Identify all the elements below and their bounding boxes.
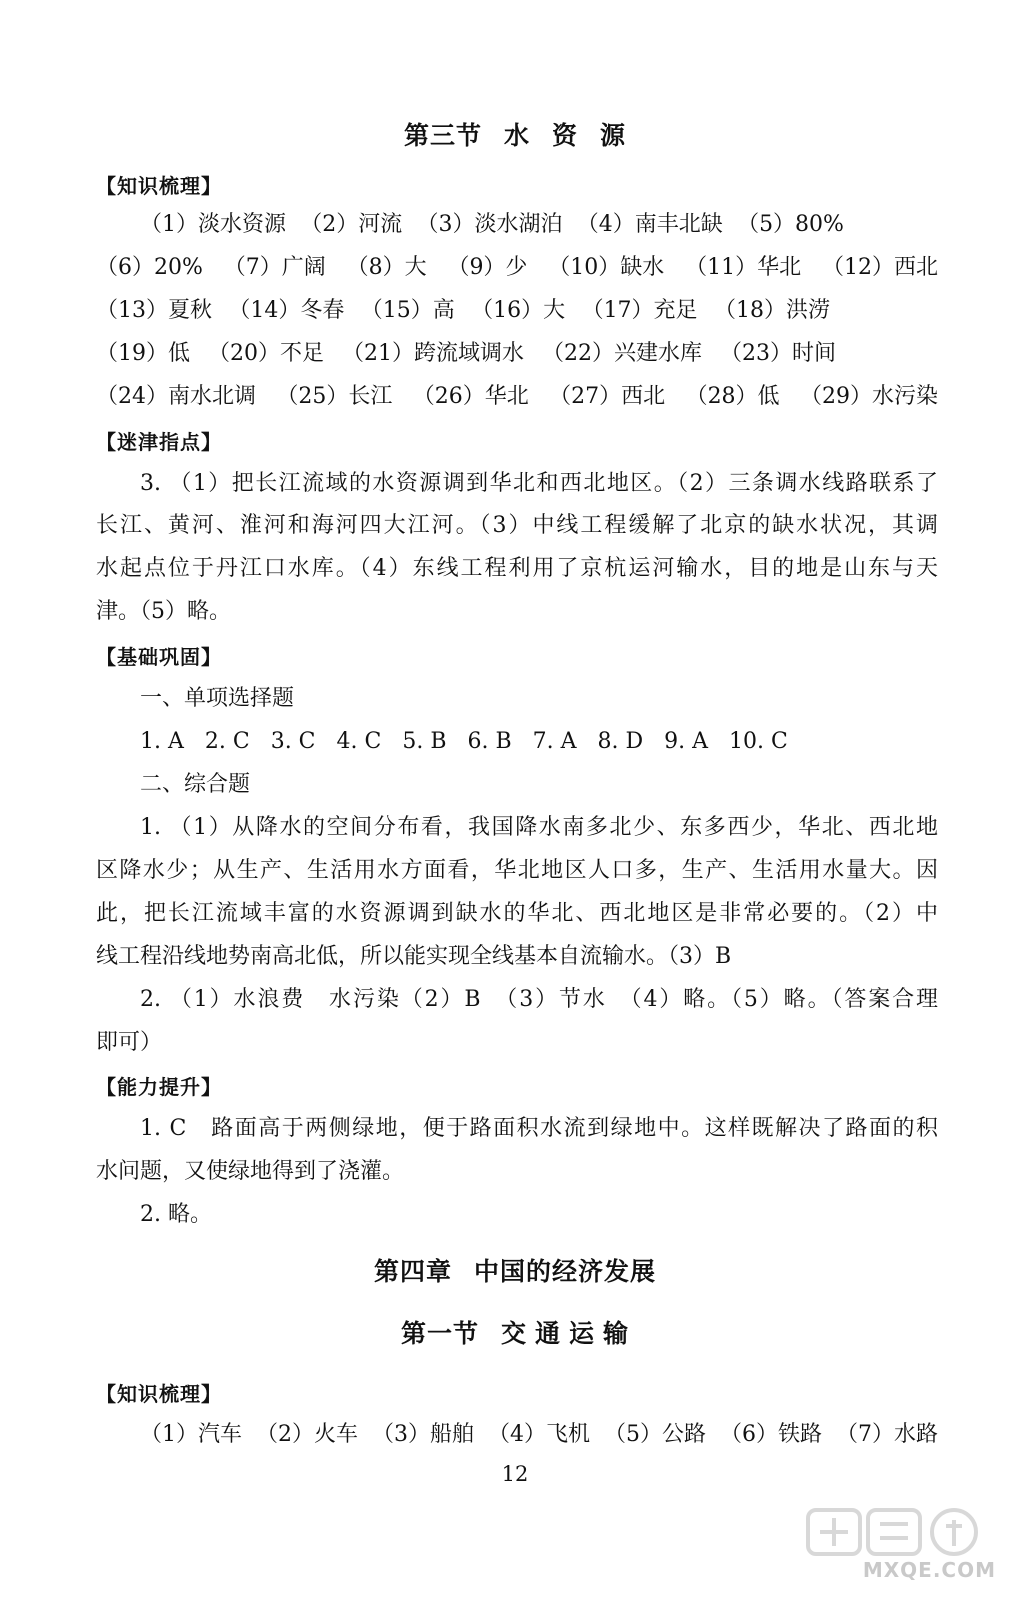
tag-zhishi: 【知识梳理】 (96, 1382, 222, 1406)
answer-line (96, 339, 836, 369)
answer-item: （25）长江 (276, 384, 393, 409)
subheading: 一、单项选择题 (140, 686, 295, 711)
paragraph-line: 1. （1）从降水的空间分布看，我国降水南多北少、东多西少，华北、西北地 (140, 815, 938, 840)
choice-answer: 3. C (270, 729, 316, 754)
paragraph-line: 水起点位于丹江口水库。（4）东线工程利用了京杭运河输水，目的地是山东与天 (96, 556, 938, 581)
choice-answer: 6. B (467, 729, 512, 754)
section-title-part: 源 (600, 121, 627, 150)
answer-item: （20）不足 (208, 341, 324, 366)
choice-answer: 10. C (729, 729, 788, 754)
answer-item: （6）20% (96, 255, 203, 280)
paragraph-line: 长江、黄河、淮河和海河四大江河。（3）中线工程缓解了北京的缺水状况，其调 (96, 513, 938, 538)
subheading: 二、综合题 (140, 772, 251, 797)
section-title-part: 第三节 (403, 121, 482, 150)
section-title-part: 通 (534, 1319, 561, 1348)
answer-item: （14）冬春 (228, 298, 345, 323)
answer-item: （7）广阔 (223, 255, 326, 280)
choice-answer: 4. C (336, 729, 382, 754)
answer-item: （28）低 (685, 384, 780, 409)
section-title-part: 交 (500, 1319, 527, 1348)
section-title-part: 输 (603, 1319, 630, 1348)
choice-answers (140, 727, 788, 757)
paragraph-line: 2. 略。 (140, 1202, 212, 1227)
paragraph-line: 线工程沿线地势南高北低，所以能实现全线基本自流输水。（3）B (96, 944, 732, 969)
chapter-title-part: 第四章 (373, 1257, 452, 1286)
answer-item: （5）80% (737, 212, 844, 237)
choice-answer: 2. C (204, 729, 250, 754)
answer-item: （1）汽车 (140, 1422, 242, 1447)
answer-item: （27）西北 (549, 384, 666, 409)
answer-item: （22）兴建水库 (542, 341, 702, 366)
answer-line (96, 296, 830, 326)
chapter-title (0, 1252, 1030, 1288)
paragraph-line: 津。（5）略。 (96, 599, 231, 624)
answer-item: （15）高 (360, 298, 455, 323)
section-title-part: 第一节 (400, 1319, 479, 1348)
section-title-part: 水 (503, 121, 530, 150)
paragraph-line: 3. （1）把长江流域的水资源调到华北和西北地区。（2）三条调水线路联系了 (140, 471, 938, 496)
page-number: 12 (501, 1462, 529, 1486)
answer-item: （24）南水北调 (96, 384, 256, 409)
answer-line (96, 382, 938, 412)
choice-answer: 7. A (532, 729, 577, 754)
answer-item: （19）低 (96, 341, 190, 366)
answer-item: （3）船舶 (372, 1422, 474, 1447)
section-title (0, 116, 1030, 152)
answer-line (96, 253, 938, 283)
answer-line (140, 210, 844, 240)
section-title-part: 资 (552, 121, 579, 150)
chapter-title-part: 中国的经济发展 (474, 1257, 657, 1286)
answer-item: （13）夏秋 (96, 298, 212, 323)
paragraph-line: 此，把长江流域丰富的水资源调到缺水的华北、西北地区是非常必要的。（2）中 (96, 901, 938, 926)
answer-item: （8）大 (346, 255, 427, 280)
paragraph-line: 2. （1）水浪费 水污染（2）B （3）节水 （4）略。（5）略。（答案合理 (140, 987, 938, 1012)
answer-item: （4）南丰北缺 (576, 212, 723, 237)
answer-item: （23）时间 (720, 341, 836, 366)
tag-jichu: 【基础巩固】 (96, 645, 222, 669)
section-title (0, 1314, 1030, 1350)
tag-mijin: 【迷津指点】 (96, 430, 222, 454)
answer-item: （16）大 (471, 298, 566, 323)
section-title-part: 运 (569, 1319, 596, 1348)
watermark-text: MXQE.COM (862, 1558, 996, 1582)
choice-answer: 1. A (140, 729, 184, 754)
choice-answer: 9. A (664, 729, 709, 754)
paragraph-line: 1. C 路面高于两侧绿地，便于路面积水流到绿地中。这样既解决了路面的积 (140, 1116, 938, 1141)
answer-item: （11）华北 (685, 255, 802, 280)
answer-item: （1）淡水资源 (140, 212, 286, 237)
answer-item: （12）西北 (821, 255, 938, 280)
answer-item: （10）缺水 (548, 255, 665, 280)
answer-item: （18）洪涝 (713, 298, 830, 323)
answer-item: （5）公路 (604, 1422, 706, 1447)
answer-line (140, 1420, 938, 1450)
answer-item: （9）少 (447, 255, 528, 280)
choice-answer: 5. B (402, 729, 447, 754)
answer-item: （6）铁路 (720, 1422, 822, 1447)
answer-item: （26）华北 (412, 384, 529, 409)
answer-item: （7）水路 (836, 1422, 938, 1447)
answer-item: （2）河流 (300, 212, 403, 237)
choice-answer: 8. D (597, 729, 644, 754)
answer-item: （29）水污染 (799, 384, 938, 409)
paragraph-line: 水问题，又使绿地得到了浇灌。 (96, 1159, 405, 1184)
tag-nengli: 【能力提升】 (96, 1075, 222, 1099)
answer-item: （3）淡水湖泊 (416, 212, 563, 237)
tag-zhishi: 【知识梳理】 (96, 174, 222, 198)
answer-item: （4）飞机 (488, 1422, 590, 1447)
answer-item: （2）火车 (256, 1422, 358, 1447)
answer-item: （21）跨流域调水 (342, 341, 524, 366)
paragraph-line: 即可） (96, 1030, 163, 1055)
paragraph-line: 区降水少；从生产、生活用水方面看，华北地区人口多，生产、生活用水量大。因 (96, 858, 938, 883)
answer-item: （17）充足 (581, 298, 698, 323)
